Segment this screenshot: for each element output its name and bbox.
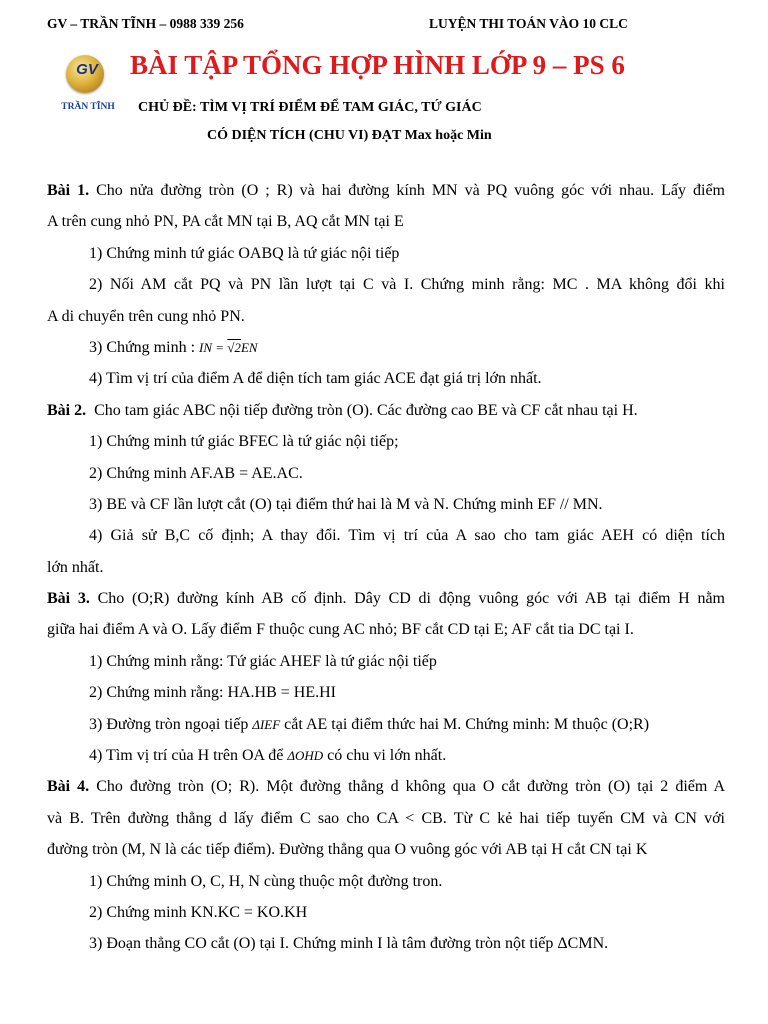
bai3-q3-post: cắt AE tại điểm thức hai M. Chứng minh: M thuộc (O;R) [284,715,650,733]
bai3-question-2: 2) Chứng minh rằng: HA.HB = HE.HI [89,684,337,702]
logo [56,50,126,120]
bai3-line-2: giữa hai điểm A và O. Lấy điểm F thuộc cung AC nhỏ; BF cắt CD tại E; AF cắt tia DC tại I. [47,621,634,639]
bai4-line-3: đường tròn (M, N là các tiếp điểm). Đường thẳng qua O vuông góc với AB tại H cắt CN tại K [47,841,648,859]
bai4-question-2: 2) Chứng minh KN.KC = KO.KH [89,903,308,921]
topic-line-2: CÓ DIỆN TÍCH (CHU VI) ĐẠT Max hoặc Min [207,128,492,143]
bai2-line-1 [47,395,725,426]
bai4-question-3: 3) Đoạn thẳng CO cắt (O) tại I. Chứng minh I là tâm đường tròn nột tiếp ΔCMN. [89,935,609,953]
topic-line-1: CHỦ ĐỀ: TÌM VỊ TRÍ ĐIỂM ĐỂ TAM GIÁC, TỨ GIÁC [138,100,482,115]
bai3-line-1 [47,583,725,614]
formula-sqrt: √2 [227,339,241,355]
bai3-question-1: 1) Chứng minh rằng: Tứ giác AHEF là tứ giác nội tiếp [89,652,437,670]
bai1-q3-text: 3) Chứng minh : [89,338,196,356]
logo-name: TRẦN TĨNH [61,102,115,112]
bai1-q3-formula [199,340,258,355]
formula-left: IN = [199,339,228,355]
bai4-line-1 [47,771,725,802]
bai1-question-4: 4) Tìm vị trí của điểm A để diện tích tam giác ACE đạt giá trị lớn nhất. [89,370,542,388]
bai2-question-2: 2) Chứng minh AF.AB = AE.AC. [89,464,303,482]
bai3-q3-math: ΔIEF [252,716,281,732]
bai1-line-1 [47,175,725,206]
bai4-text-1: Cho đường tròn (O; R). Một đường thẳng d không qua O cắt đường tròn (O) tại 2 điểm A [96,778,725,796]
bai3-question-3 [47,709,725,740]
bai1-label: Bài 1. [47,182,90,199]
bai3-q4-pre: 4) Tìm vị trí của H trên OA để [89,747,284,765]
bai2-question-1: 1) Chứng minh tứ giác BFEC là tứ giác nội tiếp; [89,433,399,451]
bai1-line-2: A trên cung nhỏ PN, PA cắt MN tại B, AQ cắt MN tại E [47,213,404,231]
bai1-text-1: Cho nửa đường tròn (O ; R) và hai đường kính MN và PQ vuông góc với nhau. Lấy điểm [96,182,725,199]
bai3-text-1: Cho (O;R) đường kính AB cố định. Dây CD di động vuông góc với AB tại điểm H nằm [97,590,725,608]
bai2-question-3: 3) BE và CF lần lượt cắt (O) tại điểm thứ hai là M và N. Chứng minh EF // MN. [89,495,603,513]
logo-letters: GV [76,61,98,78]
bai1-question-1: 1) Chứng minh tứ giác OABQ là tứ giác nội tiếp [89,244,400,262]
bai4-label: Bài 4. [47,778,90,796]
bai3-question-4 [47,740,725,771]
bai4-question-1: 1) Chứng minh O, C, H, N cùng thuộc một đường tron. [89,872,443,890]
bai2-question-4b: lớn nhất. [47,558,104,576]
bai2-question-4a: 4) Giả sử B,C cố định; A thay đổi. Tìm vị trí của A sao cho tam giác AEH có diện tích [89,527,725,545]
bai3-q3-pre: 3) Đường tròn ngoại tiếp [89,715,249,733]
page-title: BÀI TẬP TỔNG HỢP HÌNH LỚP 9 – PS 6 [130,50,625,80]
bai2-label: Bài 2. [47,401,87,419]
bai1-question-3 [47,332,725,363]
header-course-name: LUYỆN THI TOÁN VÀO 10 CLC [429,16,628,31]
bai3-q4-post: có chu vi lớn nhất. [327,747,447,765]
bai3-label: Bài 3. [47,590,90,608]
bai2-text-1: Cho tam giác ABC nội tiếp đường tròn (O). Các đường cao BE và CF cắt nhau tại H. [94,401,638,419]
bai1-question-2b: A di chuyển trên cung nhỏ PN. [47,307,245,325]
bai4-line-2: và B. Trên đường thẳng d lấy điểm C sao cho CA < CB. Từ C kẻ hai tiếp tuyến CM và CN với [47,809,725,827]
bai1-question-2a: 2) Nối AM cắt PQ và PN lần lượt tại C và I. Chứng minh rằng: MC . MA không đổi khi [89,276,725,294]
exercise-content [47,175,725,960]
header-teacher-info: GV – TRẦN TĨNH – 0988 339 256 [47,16,244,31]
bai3-q4-math: ΔOHD [287,748,324,764]
formula-right: EN [240,339,258,355]
